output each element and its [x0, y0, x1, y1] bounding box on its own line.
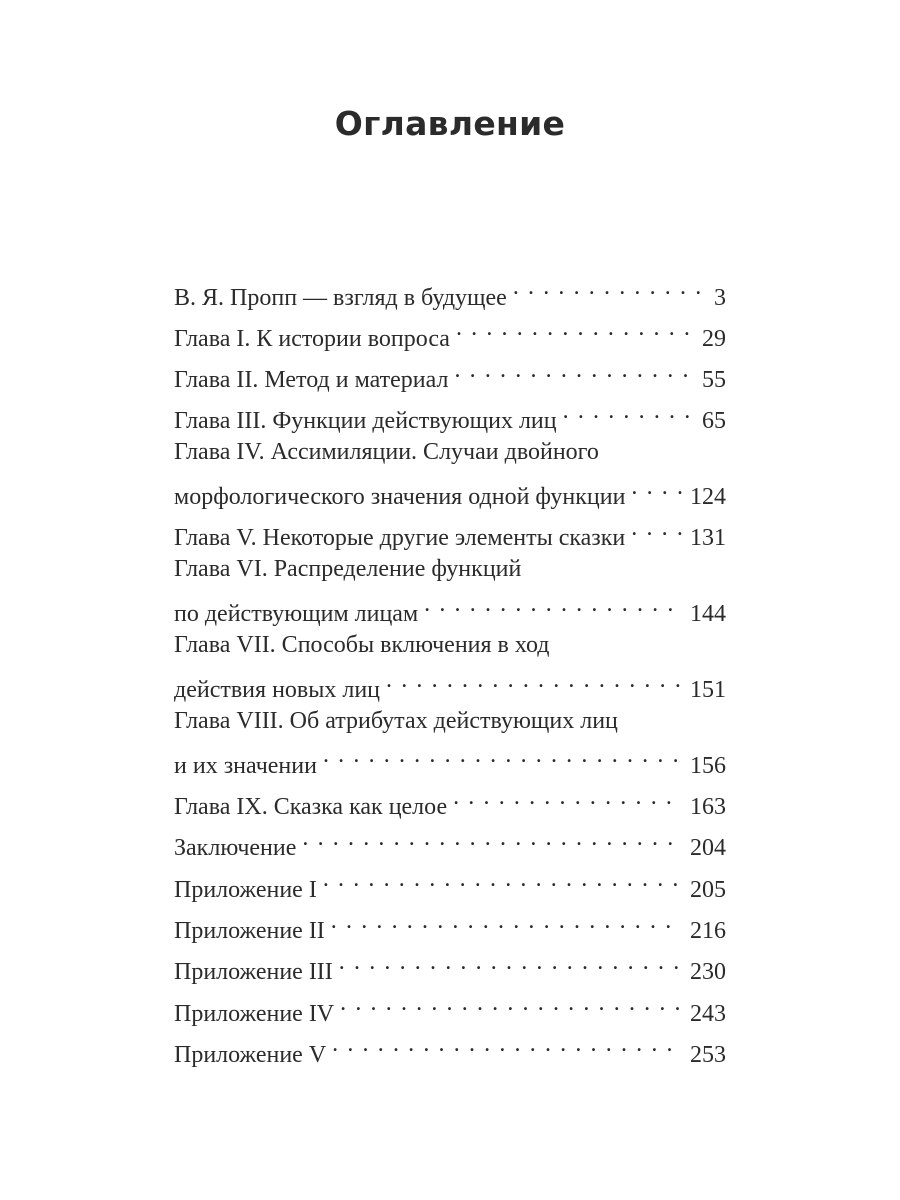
toc-entry[interactable]	[174, 394, 726, 435]
toc-entry-row	[174, 587, 726, 628]
toc-entry-label: Глава II. Метод и материал	[174, 367, 449, 394]
dot-leader	[631, 470, 682, 505]
toc-page-number: 151	[690, 677, 726, 704]
toc-entry-label: морфологического значения одной функции	[174, 484, 626, 511]
toc-entry-label: Приложение V	[174, 1041, 327, 1068]
toc-entry[interactable]	[174, 628, 726, 704]
toc-entry[interactable]	[174, 780, 726, 821]
dot-leader	[456, 311, 694, 346]
toc-entry[interactable]	[174, 904, 726, 945]
toc-entry-row	[174, 353, 726, 394]
toc-entry[interactable]	[174, 511, 726, 552]
dot-leader	[453, 780, 682, 815]
toc-page-number: 230	[690, 959, 726, 986]
dot-leader	[332, 1027, 682, 1062]
dot-leader	[339, 945, 682, 980]
toc-entry-row	[174, 904, 726, 945]
toc-entry[interactable]	[174, 552, 726, 628]
toc-entry-label: Глава V. Некоторые другие элементы сказки	[174, 525, 626, 552]
toc-entry-label: Глава IX. Сказка как целое	[174, 794, 448, 821]
toc-entry-label: В. Я. Пропп — взгляд в будущее	[174, 284, 507, 311]
dot-leader	[340, 986, 682, 1021]
toc-entry-row	[174, 394, 726, 435]
toc-page-number: 124	[690, 484, 726, 511]
table-of-contents	[174, 270, 726, 1068]
toc-entry-row	[174, 986, 726, 1027]
toc-entry-row	[174, 511, 726, 552]
toc-page-number: 205	[690, 876, 726, 903]
toc-entry-label: Приложение II	[174, 918, 325, 945]
toc-page-number: 216	[690, 918, 726, 945]
toc-entry[interactable]	[174, 945, 726, 986]
toc-entry-row	[174, 862, 726, 903]
toc-page-number: 29	[702, 325, 726, 352]
toc-entry-label: действия новых лиц	[174, 677, 381, 704]
toc-entry-row	[174, 1027, 726, 1068]
dot-leader	[386, 663, 682, 698]
dot-leader	[513, 270, 706, 305]
dot-leader	[331, 904, 682, 939]
dot-leader	[563, 394, 694, 429]
toc-entry-row	[174, 663, 726, 704]
dot-leader	[454, 353, 694, 388]
toc-entry-row	[174, 945, 726, 986]
toc-entry-label: по действующим лицам	[174, 601, 419, 628]
toc-entry[interactable]	[174, 435, 726, 511]
toc-entry-row	[174, 780, 726, 821]
toc-entry[interactable]	[174, 821, 726, 862]
toc-page-number: 131	[690, 525, 726, 552]
toc-entry[interactable]	[174, 311, 726, 352]
toc-page-number: 253	[690, 1041, 726, 1068]
toc-entry-title-line: Глава VII. Способы включения в ход	[174, 632, 550, 659]
toc-entry-title-line: Глава VIII. Об атрибутах действующих лиц	[174, 707, 618, 734]
toc-entry-row	[174, 821, 726, 862]
toc-entry-label: Приложение I	[174, 876, 317, 903]
toc-entry[interactable]	[174, 986, 726, 1027]
toc-entry[interactable]	[174, 862, 726, 903]
toc-page-number: 156	[690, 752, 726, 779]
dot-leader	[323, 738, 682, 773]
toc-entry-label: Приложение IV	[174, 1000, 335, 1027]
toc-title: Оглавление	[334, 104, 566, 143]
toc-entry[interactable]	[174, 353, 726, 394]
toc-entry-label: Глава I. К истории вопроса	[174, 325, 450, 352]
toc-entry-label: Приложение III	[174, 959, 333, 986]
toc-page-number: 204	[690, 835, 726, 862]
toc-entry-row	[174, 311, 726, 352]
toc-entry[interactable]	[174, 704, 726, 779]
toc-page-number: 65	[702, 408, 726, 435]
dot-leader	[323, 862, 682, 897]
toc-entry-row	[174, 270, 726, 311]
toc-entry[interactable]	[174, 270, 726, 311]
toc-entry-row	[174, 470, 726, 511]
toc-entry-label: и их значении	[174, 752, 317, 779]
toc-page-number: 55	[702, 367, 726, 394]
toc-entry-row	[174, 738, 726, 779]
toc-entry[interactable]	[174, 1027, 726, 1068]
toc-page-number: 144	[690, 601, 726, 628]
toc-page-number: 243	[690, 1000, 726, 1027]
toc-entry-title-line: Глава IV. Ассимиляции. Случаи двойного	[174, 439, 599, 466]
dot-leader	[631, 511, 682, 546]
toc-entry-label: Заключение	[174, 835, 297, 862]
toc-entry-label: Глава III. Функции действующих лиц	[174, 408, 557, 435]
toc-entry-title-line: Глава VI. Распределение функций	[174, 556, 522, 583]
dot-leader	[424, 587, 682, 622]
toc-page-number: 163	[690, 794, 726, 821]
toc-page-number: 3	[714, 284, 726, 311]
dot-leader	[302, 821, 682, 856]
